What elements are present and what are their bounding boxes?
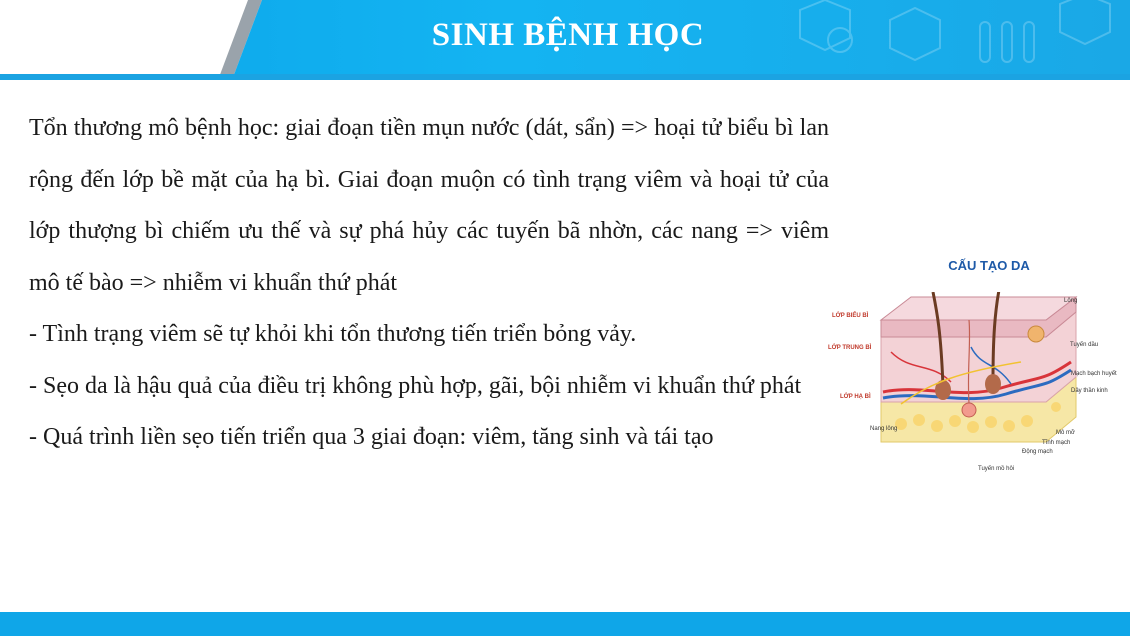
label-sebaceous-gland: Tuyến dầu — [1070, 342, 1099, 348]
label-hair: Lông — [1064, 298, 1078, 304]
page-title: SINH BỆNH HỌC — [431, 17, 705, 53]
label-vein: Tĩnh mạch — [1042, 440, 1071, 446]
label-nerve: Dây thần kinh — [1071, 388, 1108, 394]
paragraph-inflammation: - Tình trạng viêm sẽ tự khỏi khi tổn thương tiến triển bỏng vảy. — [29, 321, 637, 347]
header-underline — [0, 74, 1130, 80]
label-lymph-vessel: Mạch bạch huyết — [1071, 371, 1117, 377]
skin-cross-section-illustration — [871, 292, 1081, 462]
paragraph-pathology: Tổn thương mô bệnh học: giai đoạn tiền mụn nước (dát, sẩn) => hoại tử biểu bì lan rộng đến lớp bề mặt của hạ bì. Giai đoạn muộn có tình trạng viêm và hoại tử của lớp thượng bì chiếm ưu thế và sự phá hủy các tuyến bã nhờn, các nang => viêm mô tế bào => nhiễm vi khuẩn thứ phát — [29, 115, 829, 296]
footer-bar — [0, 612, 1130, 636]
label-epidermis: LỚP BIỂU BÌ — [832, 313, 869, 319]
paragraph-scar: - Sẹo da là hậu quả của điều trị không phù hợp, gãi, bội nhiễm vi khuẩn thứ phát — [29, 372, 802, 399]
figure-title: CẤU TẠO DA — [948, 258, 1030, 273]
label-artery: Động mạch — [1022, 449, 1053, 455]
label-hypodermis: LỚP HẠ BÌ — [840, 394, 871, 400]
label-dermis: LỚP TRUNG BÌ — [828, 345, 872, 351]
label-hair-follicle: Nang lông — [870, 426, 898, 432]
header — [0, 0, 1130, 80]
content-text — [29, 103, 829, 464]
label-fat-tissue: Mô mỡ — [1056, 430, 1075, 436]
label-sweat-gland: Tuyến mồ hôi — [978, 466, 1015, 472]
paragraph-healing: - Quá trình liền sẹo tiến triển qua 3 giai đoạn: viêm, tăng sinh và tái tạo — [29, 424, 714, 450]
skin-structure-figure — [826, 252, 1126, 482]
